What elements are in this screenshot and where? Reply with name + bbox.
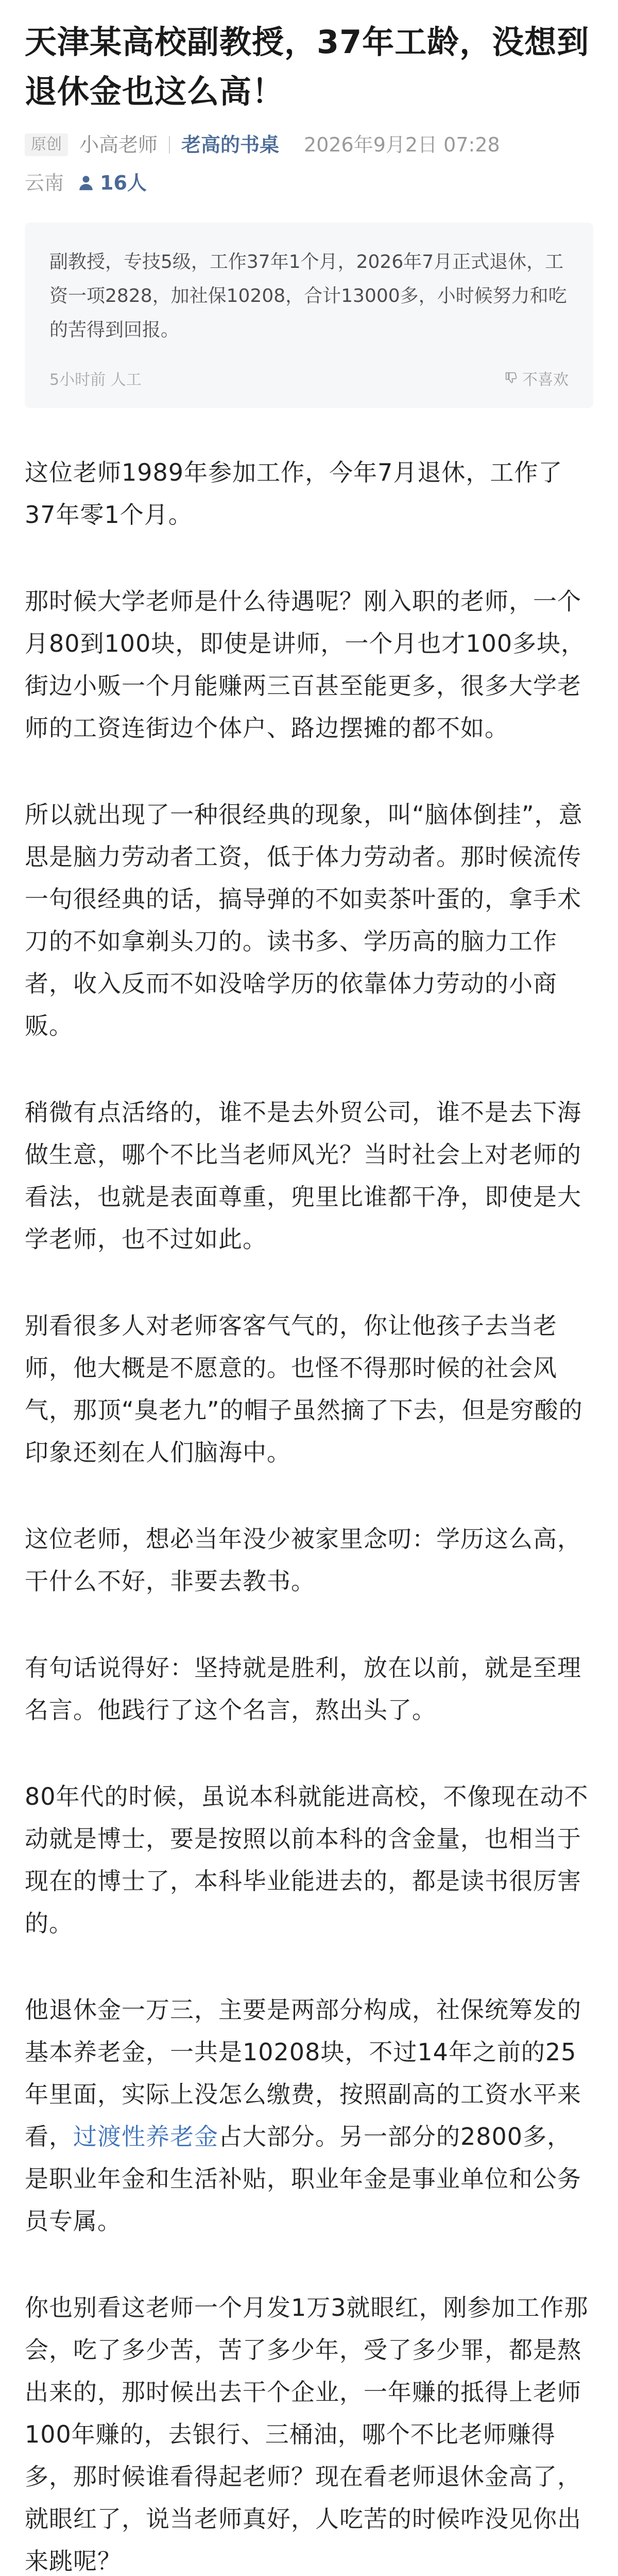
paragraph: 别看很多人对老师客客气气的，你让他孩子去当老师，他大概是不愿意的。也怪不得那时候的社会风气，那顶“臭老九”的帽子虽然摘了下去，但是穷酸的印象还刻在人们脑海中。 <box>25 1312 583 1466</box>
article-title: 天津某高校副教授，37年工龄，没想到退休金也这么高！ <box>25 23 590 110</box>
person-icon <box>77 174 95 192</box>
summary-time: 5小时前 人工 <box>49 371 142 389</box>
paragraph: 这位老师，想必当年没少被家里念叨：学历这么高，干什么不好，非要去教书。 <box>25 1525 581 1595</box>
pension-text-after: 占大部分。另一部分的2800多，是职业年金和生活补贴，职业年金是事业单位和公务员专属。 <box>25 2123 581 2235</box>
summary-card <box>25 223 593 408</box>
publish-date: 2026年9月2日 07:28 <box>304 133 500 156</box>
summary-footer <box>49 367 569 389</box>
thumbs-down-icon <box>504 371 518 385</box>
paragraph: 有句话说得好：坚持就是胜利，放在以前，就是至理名言。他践行了这个名言，熬出头了。 <box>25 1654 581 1724</box>
dislike-button[interactable] <box>504 367 569 389</box>
dislike-label: 不喜欢 <box>522 371 569 389</box>
pension-term-link[interactable]: 过渡性养老金 <box>73 2123 218 2150</box>
paragraph: 你也别看这老师一个月发1万3就眼红，刚参加工作那会，吃了多少苦，苦了多少年，受了多少罪，都是熬出来的，那时候出去干个企业，一年赚的抵得上老师100年赚的，去银行、三桶油，哪个不比老师赚得多，那时候谁看得起老师？现在看老师退休金高了，就眼红了，说当老师真好，人吃苦的时候咋没见你出来跳呢？ <box>25 2294 589 2575</box>
original-badge: 原创 <box>25 133 68 156</box>
paragraph: 所以就出现了一种很经典的现象，叫“脑体倒挂”，意思是脑力劳动者工资，低于体力劳动者。那时候流传一句很经典的话，搞导弹的不如卖茶叶蛋的，拿手术刀的不如拿剃头刀的。读书多、学历高的脑力工作者，收入反而不如没啥学历的依靠体力劳动的小商贩。 <box>25 801 583 1040</box>
paragraph: 这位老师1989年参加工作，今年7月退休，工作了37年零1个月。 <box>25 459 563 529</box>
column-link[interactable]: 老高的书桌 <box>181 133 280 156</box>
readers-count[interactable] <box>77 164 147 202</box>
article-meta <box>0 116 618 202</box>
pension-paragraph <box>25 1989 593 2242</box>
summary-text: 副教授，专技5级，工作37年1个月，2026年7月正式退休，工资一项2828，加社保10208，合计13000多，小时候努力和吃的苦得到回报。 <box>49 251 567 341</box>
author-name[interactable]: 小高老师 <box>79 133 158 156</box>
paragraph: 80年代的时候，虽说本科就能进高校，不像现在动不动就是博士，要是按照以前本科的含金量，也相当于现在的博士了，本科毕业能进去的，都是读书很厉害的。 <box>25 1783 589 1937</box>
paragraph: 那时候大学老师是什么待遇呢？刚入职的老师，一个月80到100块，即使是讲师，一个月也才100多块，街边小贩一个月能赚两三百甚至能更多，很多大学老师的工资连街边个体户、路边摆摊的都不如。 <box>25 587 586 742</box>
meta-row-2 <box>25 164 593 202</box>
region-label: 云南 <box>25 172 64 194</box>
readers-count-text: 16人 <box>100 172 147 194</box>
meta-divider <box>169 136 170 154</box>
paragraph: 稍微有点活络的，谁不是去外贸公司，谁不是去下海做生意，哪个不比当老师风光？当时社会上对老师的看法，也就是表面尊重，兜里比谁都干净，即使是大学老师，也不过如此。 <box>25 1098 581 1253</box>
article-body <box>0 408 618 2576</box>
pension-text-before: 他退休金一万三，主要是两部分构成，社保统筹发的基本养老金，一共是10208块，不过14年之前的25年里面，实际上没怎么缴费，按照副高的工资水平来看， <box>25 1996 581 2150</box>
